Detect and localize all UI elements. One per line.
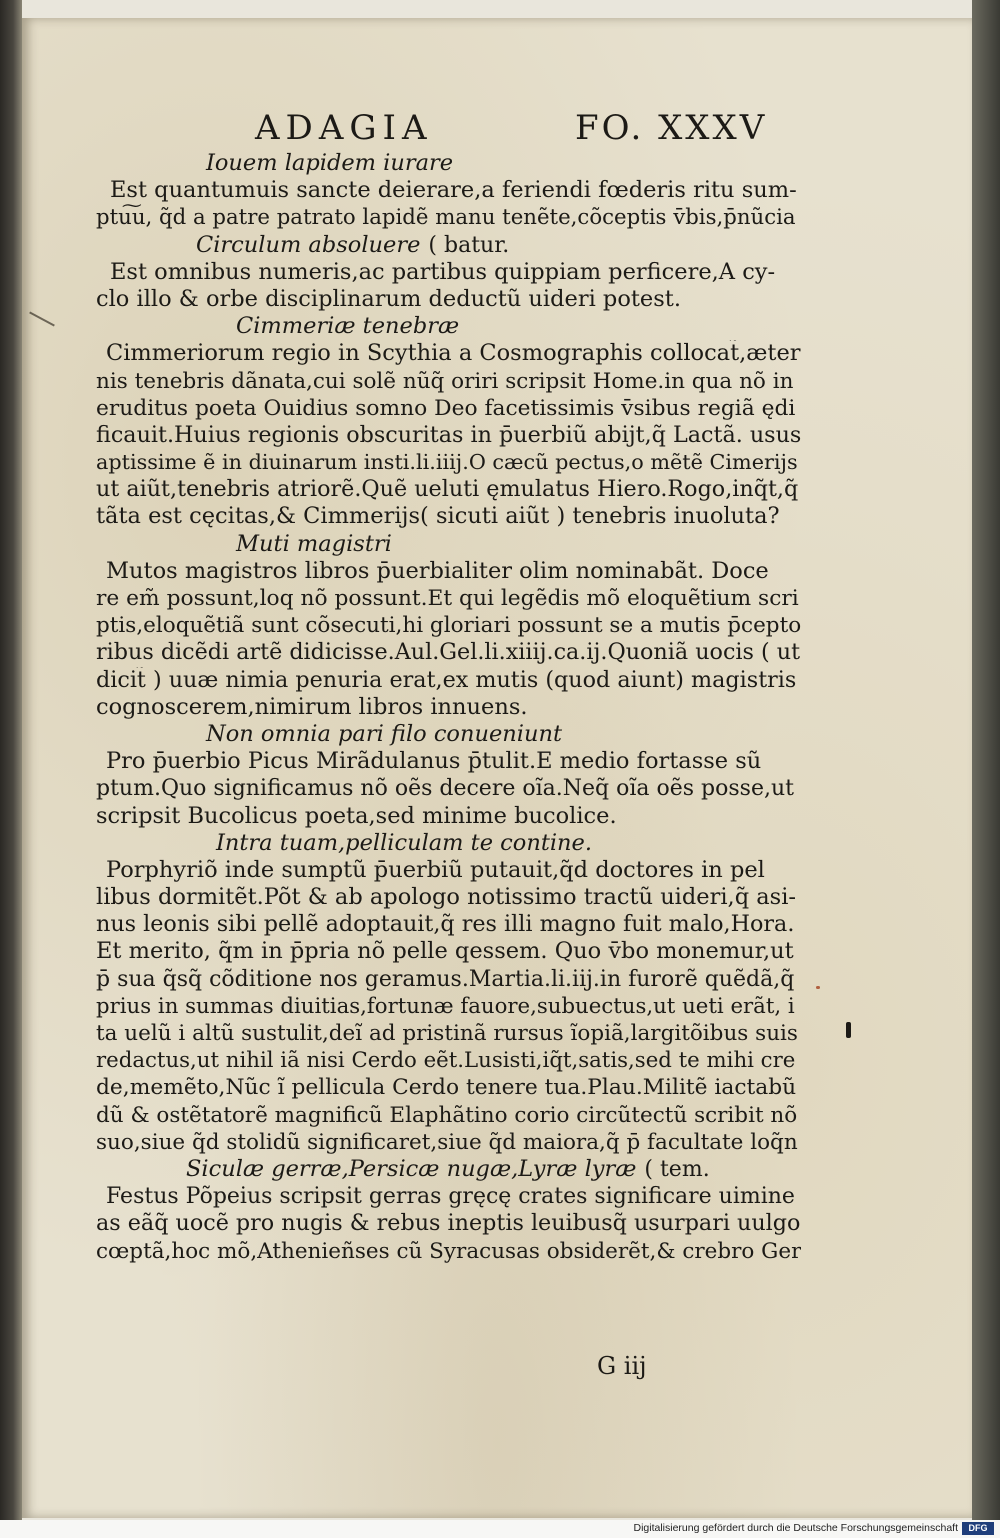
text-line xyxy=(96,803,801,830)
heading-text: Non omnia pari filo conueniunt xyxy=(206,720,562,747)
line-text: cognoscerem,nimirum libros innuens. xyxy=(96,693,528,720)
text-line xyxy=(96,286,801,313)
line-text: ptum.Quo significamus nõ oẽs decere oĩa.Neq̃ oĩa oẽs posse,ut xyxy=(96,776,794,802)
dfg-logo: DFG xyxy=(962,1522,994,1535)
line-text: p̄ sua q̃sq̃ cõditione nos geramus.Martia.li.iij.in furorẽ quẽdã,q̃ xyxy=(96,966,795,992)
text-line xyxy=(96,993,801,1020)
line-text: ut aiũt,tenebris atriorẽ.Quẽ ueluti ęmulatus Hiero.Rogo,inq̃t,q̃ xyxy=(96,476,799,503)
text-line xyxy=(96,1129,801,1156)
signature-mark: G iij xyxy=(597,1352,647,1380)
line-text: prius in summas diuitias,fortunæ fauore,subuectus,ut ueti erãt, i xyxy=(96,993,795,1019)
text-line xyxy=(96,857,801,884)
book-binding-left xyxy=(0,0,22,1520)
text-line xyxy=(96,966,801,993)
text-line xyxy=(96,1238,801,1265)
text-line xyxy=(96,748,801,775)
line-text: Mutos magistros libros p̄uerbialiter olim nominabãt. Doce xyxy=(106,557,769,584)
text-line xyxy=(96,340,801,367)
line-text: clo illo & orbe disciplinarum deductũ uideri potest. xyxy=(96,285,681,312)
line-text: redactus,ut nihil iã nisi Cerdo eẽt.Lusisti,iq̃t,satis,sed te mihi cre xyxy=(96,1048,796,1074)
adage-heading xyxy=(96,232,801,259)
text-line xyxy=(96,1102,801,1129)
line-text: libus dormitẽt.Põt & ab apologo notissimo tractũ uideri,q̃ asi- xyxy=(96,884,797,911)
ink-spot xyxy=(816,986,820,989)
line-text: re em̃ possunt,loq nõ possunt.Et qui legẽdis mõ eloquẽtium scri xyxy=(96,586,799,611)
text-line xyxy=(96,612,801,639)
text-line xyxy=(96,476,801,503)
adage-heading xyxy=(96,531,801,558)
text-line xyxy=(96,395,801,422)
line-text: cœptã,hoc mõ,Athenieñses cũ Syracusas obsiderẽt,& crebro Ger xyxy=(96,1238,801,1264)
line-text: Est omnibus numeris,ac partibus quippiam perficere,A cy- xyxy=(110,258,776,285)
text-line xyxy=(96,1047,801,1074)
text-line xyxy=(96,449,801,476)
line-text: Porphyriõ inde sumptũ p̄uerbiũ putauit,q̃d doctores in pel xyxy=(106,856,765,883)
text-line xyxy=(96,667,801,694)
adage-heading xyxy=(96,721,801,748)
line-text: Et merito, q̃m in p̄pria nõ pelle qessem. Quo v̄bo monemur,ut xyxy=(96,938,794,965)
header-title: ADAGIA xyxy=(255,108,433,148)
heading-text: Intra tuam,pelliculam te contine. xyxy=(216,829,593,856)
line-text: as eãq̃ uocẽ pro nugis & rebus ineptis leuibusq̃ usurpari uulgo xyxy=(96,1210,801,1237)
line-text: dũ & ostẽtatorẽ magnificũ Elaphãtino corio circũtectũ scribit nõ xyxy=(96,1102,798,1128)
heading-text: Muti magistri xyxy=(236,530,392,557)
heading-text: Cimmeriæ tenebræ xyxy=(236,313,460,340)
line-text: aptissime ẽ in diuinarum insti.li.iiij.O cæcũ pectus,o mẽtẽ Cimerijs xyxy=(96,450,798,475)
adage-heading xyxy=(96,830,801,857)
text-line xyxy=(96,1210,801,1237)
line-continuation: ( tem. xyxy=(644,1156,710,1182)
line-text: ta uelũ i altũ sustulit,deĩ ad pristinã rursus ĩopiã,largitõibus suis xyxy=(96,1021,798,1046)
heading-text: Iouem lapidem iurare xyxy=(206,150,454,176)
body-text xyxy=(96,150,801,1265)
text-line xyxy=(96,558,801,585)
line-text: scripsit Bucolicus poeta,sed minime bucolice. xyxy=(96,802,617,829)
line-text: Festus Põpeius scripsit gerras gręcę crates significare uimine xyxy=(106,1184,795,1210)
folio-number: FO. XXXV xyxy=(575,108,768,148)
line-continuation: ( batur. xyxy=(428,232,510,258)
line-text: tãta est cęcitas,& Cimmerijs( sicuti aiũt ) tenebris inuoluta? xyxy=(96,503,780,530)
adage-heading xyxy=(96,313,801,340)
line-text: nis tenebris dãnata,cui solẽ nũq̃ oriri scripsit Home.in qua nõ in xyxy=(96,368,794,394)
line-text: Pro p̄uerbio Picus Mirãdulanus p̄tulit.E medio fortasse sũ xyxy=(106,748,762,775)
line-text: Cimmeriorum regio in Scythia a Cosmographis collocat̃,æter xyxy=(106,340,801,367)
heading-text: Circulum absoluere xyxy=(196,231,421,258)
text-line xyxy=(96,1183,801,1210)
text-line xyxy=(96,639,801,666)
line-text: ptu͠u, q̃d a patre patrato lapidẽ manu tenẽte,cõceptis v̄bis,p̄nũcia xyxy=(96,205,796,231)
text-line xyxy=(96,884,801,911)
line-text: suo,siue q̃d stolidũ significaret,siue q̃d maiora,q̃ p̄ facultate loq̃n xyxy=(96,1129,798,1155)
text-line xyxy=(96,259,801,286)
text-line xyxy=(96,911,801,938)
line-text: ribus dicẽdi artẽ didicisse.Aul.Gel.li.xiiij.ca.ij.Quoniã uocis ( ut xyxy=(96,639,801,666)
text-line xyxy=(96,368,801,395)
line-text: nus leonis sibi pellẽ adoptauit,q̃ res illi magno fuit malo,Hora. xyxy=(96,911,795,938)
line-text: eruditus poeta Ouidius somno Deo facetissimis v̄sibus regiã ędi xyxy=(96,395,796,421)
text-line xyxy=(96,1074,801,1101)
line-text: ficauit.Huius regionis obscuritas in p̄uerbiũ abijt,q̃ Lactã. usus xyxy=(96,421,801,448)
text-line xyxy=(96,775,801,802)
text-line xyxy=(96,422,801,449)
text-line xyxy=(96,177,801,204)
line-text: ptis,eloquẽtiã sunt cõsecuti,hi gloriari possunt se a mutis p̄cepto xyxy=(96,613,801,639)
line-text: Est quantumuis sancte deierare,a feriendi fœderis ritu sum- xyxy=(110,177,797,204)
margin-mark xyxy=(29,312,55,327)
text-line xyxy=(96,938,801,965)
adage-heading xyxy=(96,150,801,177)
ink-spot xyxy=(846,1022,851,1038)
adage-heading xyxy=(96,1156,801,1183)
funding-credit: Digitalisierung gefördert durch die Deutsche Forschungsgemeinschaft xyxy=(633,1522,958,1534)
digitization-footer xyxy=(0,1520,1000,1538)
line-text: dicit̃ ) uuæ nimia penuria erat,ex mutis (quod aiunt) magistris xyxy=(96,666,797,693)
book-cover-right xyxy=(972,0,1000,1520)
line-text: de,memẽto,Nũc ĩ pellicula Cerdo tenere tua.Plau.Militẽ iactabũ xyxy=(96,1075,797,1101)
text-line xyxy=(96,585,801,612)
text-line xyxy=(96,1020,801,1047)
running-header xyxy=(255,108,775,156)
heading-text: Siculæ gerræ,Persicæ nugæ,Lyræ lyræ xyxy=(186,1155,637,1182)
text-line xyxy=(96,503,801,530)
text-line xyxy=(96,204,801,231)
text-line xyxy=(96,694,801,721)
